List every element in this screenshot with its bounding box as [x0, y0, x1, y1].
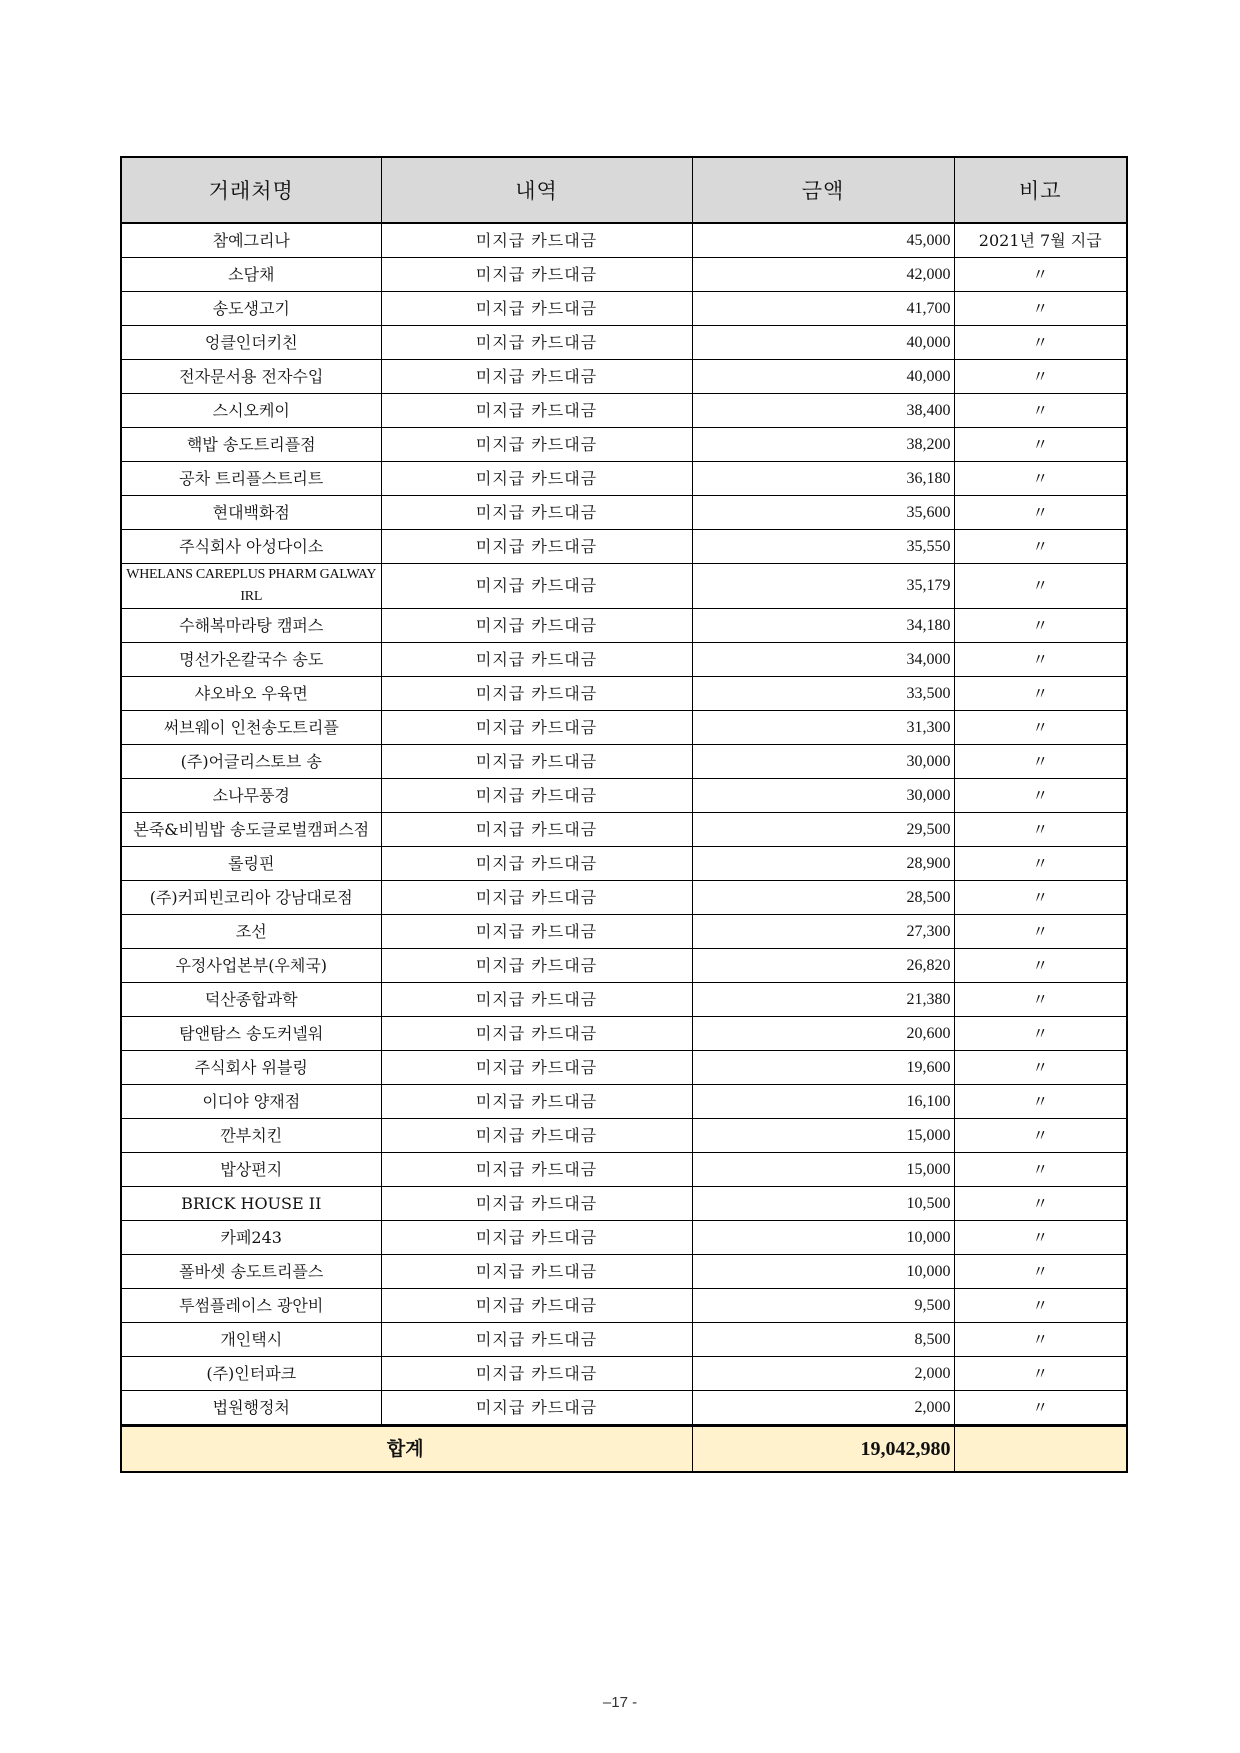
- amount-cell: 41,700: [692, 292, 954, 326]
- vendor-cell: 주식회사 아성다이소: [121, 530, 381, 564]
- description-cell: 미지급 카드대금: [381, 326, 692, 360]
- note-cell: 〃: [954, 677, 1127, 711]
- table-row: [121, 1221, 1127, 1255]
- amount-cell: 33,500: [692, 677, 954, 711]
- header-note: 비고: [954, 157, 1127, 223]
- header-row: [121, 157, 1127, 223]
- note-cell: 〃: [954, 745, 1127, 779]
- amount-cell: 9,500: [692, 1289, 954, 1323]
- amount-cell: 15,000: [692, 1119, 954, 1153]
- note-cell: 〃: [954, 292, 1127, 326]
- note-cell: 〃: [954, 609, 1127, 643]
- vendor-cell: 개인택시: [121, 1323, 381, 1357]
- description-cell: 미지급 카드대금: [381, 779, 692, 813]
- page-number: –17 -: [602, 1694, 638, 1711]
- total-note: [954, 1426, 1127, 1473]
- vendor-cell: 전자문서용 전자수입: [121, 360, 381, 394]
- table-row: [121, 360, 1127, 394]
- note-cell: 〃: [954, 564, 1127, 609]
- description-cell: 미지급 카드대금: [381, 643, 692, 677]
- table-row: [121, 496, 1127, 530]
- vendor-cell: 참예그리나: [121, 223, 381, 258]
- description-cell: 미지급 카드대금: [381, 223, 692, 258]
- vendor-cell: 롤링핀: [121, 847, 381, 881]
- description-cell: 미지급 카드대금: [381, 949, 692, 983]
- table-row: [121, 677, 1127, 711]
- amount-cell: 28,900: [692, 847, 954, 881]
- table-row: [121, 223, 1127, 258]
- table-row: [121, 1153, 1127, 1187]
- note-cell: 2021년 7월 지급: [954, 223, 1127, 258]
- vendor-cell: 소담채: [121, 258, 381, 292]
- amount-cell: 27,300: [692, 915, 954, 949]
- table-row: [121, 1255, 1127, 1289]
- note-cell: 〃: [954, 462, 1127, 496]
- description-cell: 미지급 카드대금: [381, 1017, 692, 1051]
- amount-cell: 2,000: [692, 1391, 954, 1426]
- vendor-cell: 본죽&비빔밥 송도글로벌캠퍼스점: [121, 813, 381, 847]
- description-cell: 미지급 카드대금: [381, 394, 692, 428]
- description-cell: 미지급 카드대금: [381, 983, 692, 1017]
- vendor-cell: 이디야 양재점: [121, 1085, 381, 1119]
- note-cell: 〃: [954, 1153, 1127, 1187]
- total-amount: 19,042,980: [692, 1426, 954, 1473]
- amount-cell: 20,600: [692, 1017, 954, 1051]
- amount-cell: 31,300: [692, 711, 954, 745]
- description-cell: 미지급 카드대금: [381, 915, 692, 949]
- vendor-cell: 소나무풍경: [121, 779, 381, 813]
- amount-cell: 34,000: [692, 643, 954, 677]
- amount-cell: 10,000: [692, 1221, 954, 1255]
- vendor-cell: (주)인터파크: [121, 1357, 381, 1391]
- note-cell: 〃: [954, 813, 1127, 847]
- description-cell: 미지급 카드대금: [381, 1323, 692, 1357]
- vendor-cell: 우정사업본부(우체국): [121, 949, 381, 983]
- note-cell: 〃: [954, 530, 1127, 564]
- note-cell: 〃: [954, 847, 1127, 881]
- vendor-cell: (주)커피빈코리아 강남대로점: [121, 881, 381, 915]
- note-cell: 〃: [954, 1017, 1127, 1051]
- note-cell: 〃: [954, 1119, 1127, 1153]
- description-cell: 미지급 카드대금: [381, 711, 692, 745]
- vendor-cell: (주)어글리스토브 송: [121, 745, 381, 779]
- description-cell: 미지급 카드대금: [381, 1187, 692, 1221]
- table-row: [121, 1391, 1127, 1426]
- vendor-cell: 폴바셋 송도트리플스: [121, 1255, 381, 1289]
- table-row: [121, 643, 1127, 677]
- description-cell: 미지급 카드대금: [381, 292, 692, 326]
- amount-cell: 15,000: [692, 1153, 954, 1187]
- table-row: [121, 564, 1127, 609]
- table-row: [121, 530, 1127, 564]
- description-cell: 미지급 카드대금: [381, 745, 692, 779]
- table-row: [121, 813, 1127, 847]
- table-row: [121, 428, 1127, 462]
- note-cell: 〃: [954, 394, 1127, 428]
- note-cell: 〃: [954, 360, 1127, 394]
- description-cell: 미지급 카드대금: [381, 813, 692, 847]
- description-cell: 미지급 카드대금: [381, 428, 692, 462]
- description-cell: 미지급 카드대금: [381, 847, 692, 881]
- vendor-cell: 명선가온칼국수 송도: [121, 643, 381, 677]
- vendor-cell: 공차 트리플스트리트: [121, 462, 381, 496]
- vendor-cell: 써브웨이 인천송도트리플: [121, 711, 381, 745]
- note-cell: 〃: [954, 1391, 1127, 1426]
- note-cell: 〃: [954, 1323, 1127, 1357]
- table-row: [121, 1289, 1127, 1323]
- amount-cell: 34,180: [692, 609, 954, 643]
- note-cell: 〃: [954, 881, 1127, 915]
- vendor-cell: 샤오바오 우육면: [121, 677, 381, 711]
- vendor-cell: BRICK HOUSE II: [121, 1187, 381, 1221]
- vendor-cell: 조선: [121, 915, 381, 949]
- note-cell: 〃: [954, 711, 1127, 745]
- amount-cell: 38,200: [692, 428, 954, 462]
- table-row: [121, 915, 1127, 949]
- note-cell: 〃: [954, 1051, 1127, 1085]
- vendor-cell: 주식회사 위블링: [121, 1051, 381, 1085]
- vendor-cell: 밥상편지: [121, 1153, 381, 1187]
- note-cell: 〃: [954, 643, 1127, 677]
- description-cell: 미지급 카드대금: [381, 677, 692, 711]
- amount-cell: 45,000: [692, 223, 954, 258]
- table-row: [121, 609, 1127, 643]
- description-cell: 미지급 카드대금: [381, 1357, 692, 1391]
- amount-cell: 35,550: [692, 530, 954, 564]
- amount-cell: 36,180: [692, 462, 954, 496]
- vendor-cell: 법원행정처: [121, 1391, 381, 1426]
- description-cell: 미지급 카드대금: [381, 1255, 692, 1289]
- vendor-cell: 깐부치킨: [121, 1119, 381, 1153]
- vendor-cell: 탐앤탐스 송도커넬워: [121, 1017, 381, 1051]
- note-cell: 〃: [954, 1187, 1127, 1221]
- table-row: [121, 1357, 1127, 1391]
- table-row: [121, 711, 1127, 745]
- card-payables-table: [120, 156, 1128, 1473]
- table-row: [121, 292, 1127, 326]
- table-row: [121, 779, 1127, 813]
- table-row: [121, 462, 1127, 496]
- description-cell: 미지급 카드대금: [381, 1391, 692, 1426]
- vendor-cell: WHELANS CAREPLUS PHARM GALWAY IRL: [121, 564, 381, 609]
- amount-cell: 10,500: [692, 1187, 954, 1221]
- note-cell: 〃: [954, 1357, 1127, 1391]
- description-cell: 미지급 카드대금: [381, 496, 692, 530]
- note-cell: 〃: [954, 983, 1127, 1017]
- header-description: 내역: [381, 157, 692, 223]
- table-row: [121, 949, 1127, 983]
- vendor-cell: 핵밥 송도트리플점: [121, 428, 381, 462]
- amount-cell: 38,400: [692, 394, 954, 428]
- table-row: [121, 1187, 1127, 1221]
- amount-cell: 2,000: [692, 1357, 954, 1391]
- description-cell: 미지급 카드대금: [381, 1153, 692, 1187]
- amount-cell: 40,000: [692, 360, 954, 394]
- vendor-cell: 현대백화점: [121, 496, 381, 530]
- description-cell: 미지급 카드대금: [381, 1085, 692, 1119]
- amount-cell: 28,500: [692, 881, 954, 915]
- table-row: [121, 1051, 1127, 1085]
- table-row: [121, 983, 1127, 1017]
- table-row: [121, 1119, 1127, 1153]
- note-cell: 〃: [954, 1255, 1127, 1289]
- table-row: [121, 1085, 1127, 1119]
- amount-cell: 35,179: [692, 564, 954, 609]
- note-cell: 〃: [954, 779, 1127, 813]
- description-cell: 미지급 카드대금: [381, 1051, 692, 1085]
- amount-cell: 21,380: [692, 983, 954, 1017]
- vendor-cell: 송도생고기: [121, 292, 381, 326]
- header-vendor: 거래처명: [121, 157, 381, 223]
- note-cell: 〃: [954, 496, 1127, 530]
- vendor-cell: 카페243: [121, 1221, 381, 1255]
- table-row: [121, 881, 1127, 915]
- description-cell: 미지급 카드대금: [381, 258, 692, 292]
- amount-cell: 16,100: [692, 1085, 954, 1119]
- description-cell: 미지급 카드대금: [381, 530, 692, 564]
- table-row: [121, 394, 1127, 428]
- description-cell: 미지급 카드대금: [381, 1119, 692, 1153]
- description-cell: 미지급 카드대금: [381, 360, 692, 394]
- amount-cell: 30,000: [692, 745, 954, 779]
- amount-cell: 19,600: [692, 1051, 954, 1085]
- amount-cell: 40,000: [692, 326, 954, 360]
- table-row: [121, 1017, 1127, 1051]
- amount-cell: 42,000: [692, 258, 954, 292]
- note-cell: 〃: [954, 1221, 1127, 1255]
- amount-cell: 29,500: [692, 813, 954, 847]
- description-cell: 미지급 카드대금: [381, 1289, 692, 1323]
- note-cell: 〃: [954, 1085, 1127, 1119]
- table-row: [121, 847, 1127, 881]
- note-cell: 〃: [954, 915, 1127, 949]
- note-cell: 〃: [954, 1289, 1127, 1323]
- vendor-cell: 덕산종합과학: [121, 983, 381, 1017]
- table-row: [121, 1323, 1127, 1357]
- note-cell: 〃: [954, 428, 1127, 462]
- description-cell: 미지급 카드대금: [381, 1221, 692, 1255]
- amount-cell: 30,000: [692, 779, 954, 813]
- amount-cell: 8,500: [692, 1323, 954, 1357]
- description-cell: 미지급 카드대금: [381, 881, 692, 915]
- description-cell: 미지급 카드대금: [381, 609, 692, 643]
- vendor-cell: 투썸플레이스 광안비: [121, 1289, 381, 1323]
- amount-cell: 10,000: [692, 1255, 954, 1289]
- table-row: [121, 326, 1127, 360]
- amount-cell: 26,820: [692, 949, 954, 983]
- table-row: [121, 258, 1127, 292]
- total-row: [121, 1426, 1127, 1473]
- description-cell: 미지급 카드대금: [381, 462, 692, 496]
- note-cell: 〃: [954, 258, 1127, 292]
- total-label: 합계: [121, 1426, 692, 1473]
- note-cell: 〃: [954, 949, 1127, 983]
- table-row: [121, 745, 1127, 779]
- amount-cell: 35,600: [692, 496, 954, 530]
- header-amount: 금액: [692, 157, 954, 223]
- description-cell: 미지급 카드대금: [381, 564, 692, 609]
- vendor-cell: 스시오케이: [121, 394, 381, 428]
- vendor-cell: 엉클인더키친: [121, 326, 381, 360]
- vendor-cell: 수해복마라탕 캠퍼스: [121, 609, 381, 643]
- note-cell: 〃: [954, 326, 1127, 360]
